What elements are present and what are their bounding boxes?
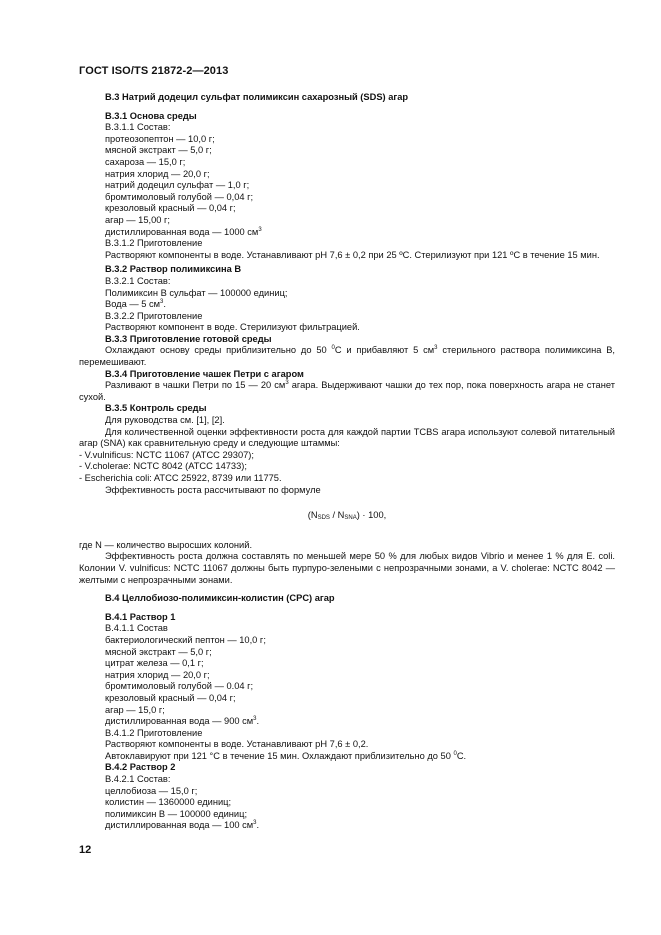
preparation-text: Растворяют компоненты в воде. Устанавливают pH 7,6 ± 0,2 при 25 ºС. Стерилизуют при 121 ºС в течение 15 мин. [105,249,600,260]
document-code: ГОСТ ISO/TS 21872-2—2013 [79,65,229,77]
text-part: стерильного раствора полимиксина В, перемешивают. [79,345,615,368]
unit-superscript: 3 [258,226,262,233]
preparation-label: В.4.1.2 Приготовление [105,727,203,738]
composition-label: В.4.1.1 Состав [105,623,168,634]
ingredient-item: натрия хлорид — 20,0 г; [105,168,210,179]
ingredient-item: полимиксин В — 100000 единиц; [105,808,248,819]
text-part: агара. Выдерживают чашки до тех пор, пока поверхность агара не станет сухой. [79,380,615,402]
text-part: С и прибавляют 5 см [334,345,435,356]
subsection-title-b3-4: В.3.4 Приготовление чашек Петри с агаром [105,368,304,379]
period: . [163,299,166,310]
page-number: 12 [79,844,92,856]
guide-reference: Для руководства см. [1], [2]. [105,415,225,426]
ingredient-item-water [79,820,615,832]
preparation-label: В.3.2.2 Приготовление [105,310,203,321]
ingredient-item: агар — 15,0 г; [105,704,165,715]
unit-superscript: 3 [160,299,164,305]
text-part: Разливают в чашки Петри по 15 — 20 см [105,380,286,391]
subsection-title-b3-1: В.3.1 Основа среды [105,110,197,121]
ingredient-item: бактериологический пептон — 10,0 г; [105,634,266,645]
ingredient-item: натрий додецил сульфат — 1,0 г; [105,180,250,191]
composition-label: В.3.1.1 Состав: [105,122,171,133]
water-text: Вода — 5 см [105,299,161,310]
formula-part: (N [307,510,318,521]
degree-superscript: 0 [331,345,335,352]
ingredient-item-water [79,716,615,728]
ingredient-item: мясной экстракт — 5,0 г; [105,145,212,156]
page-content [79,92,615,832]
subsection-title-b4-1: В.4.1 Раствор 1 [105,611,176,622]
section-title-b4: В.4 Целлобиозо-полимиксин-колистин (CPC) агар [105,593,335,604]
subsection-title-b4-2: В.4.2 Раствор 2 [105,762,176,773]
control-text: Для количественной оценки эффективности роста для каждой партии TCBS агара используют солевой питательный агар (SNA) как сравнительную среду и следующие штаммы: [79,426,615,449]
preparation-text [79,345,615,368]
ingredient-item: Полимиксин В сульфат — 100000 единиц; [105,287,288,298]
subsection-title-b3-3: В.3.3 Приготовление готовой среды [105,333,272,344]
subsection-title-b3-5: В.3.5 Контроль среды [105,403,207,414]
ingredient-item: бромтимоловый голубой — 0,04 г; [105,191,254,202]
ingredient-item: крезоловый красный — 0,04 г; [105,203,236,214]
strain-item: - V.vulnificus: NCTC 11067 (ATCC 29307); [79,449,254,460]
ingredient-item: целлобиоза — 15,0 г; [105,785,198,796]
text-part: Охлаждают основу среды приблизительно до 50 [105,345,332,356]
formula-part: / N [329,510,345,521]
period: . [256,716,260,727]
section-title-b3: В.3 Натрий додецил сульфат полимиксин сахарозный (SDS) агар [105,92,409,102]
ingredient-item: крезоловый красный — 0,04 г; [105,692,236,703]
water-text: дистиллированная вода — 1000 см [105,226,259,237]
formula-part: ) · 100, [356,510,387,521]
ingredient-item-water [79,227,615,239]
ingredient-item: бромтимоловый голубой — 0.04 г; [105,681,254,692]
formula-subscript: SNA [344,515,357,522]
preparation-text [79,380,615,403]
unit-superscript: 3 [434,345,438,352]
composition-label: В.4.2.1 Состав: [105,774,171,785]
water-text: дистиллированная вода — 100 см [105,820,254,831]
ingredient-item: сахароза — 15,0 г; [105,156,186,167]
ingredient-item: протеозопептон — 10,0 г; [105,133,215,144]
ingredient-item: цитрат железа — 0,1 г; [105,658,204,669]
preparation-text: Растворяют компоненты в воде. Устанавливают pH 7,6 ± 0,2. [105,739,369,750]
text-part: С. [456,750,467,761]
water-text: дистиллированная вода — 900 см [105,716,254,727]
formula-where: где N — количество выросших колоний. [79,539,253,550]
preparation-text: Растворяют компонент в воде. Стерилизуют фильтрацией. [105,322,360,333]
preparation-text [79,751,615,763]
text-part: Автоклавируют при 121 °С в течение 15 мин. Охлаждают приблизительно до 50 [105,750,454,761]
ingredient-item: колистин — 1360000 единиц; [105,797,232,808]
preparation-label: В.3.1.2 Приготовление [105,238,203,249]
period: . [256,820,260,831]
unit-superscript: 3 [253,820,257,827]
formula-subscript: SDS [317,515,330,522]
subsection-title-b3-2: В.3.2 Раствор полимиксина В [105,264,242,275]
growth-formula [79,510,615,522]
unit-superscript: 3 [253,716,257,722]
ingredient-item: мясной экстракт — 5,0 г; [105,646,212,657]
strain-item: - Escherichia coli: ATCC 25922, 8739 или 11775. [79,473,282,483]
ingredient-item: агар — 15,00 г; [105,214,170,225]
composition-label: В.3.2.1 Состав: [105,275,171,286]
degree-superscript: 0 [453,750,457,757]
ingredient-item: натрия хлорид — 20,0 г; [105,669,210,680]
unit-superscript: 3 [285,380,289,387]
result-text: Эффективность роста должна составлять по меньшей мере 50 % для любых видов Vibrio и менее 1 % для E. coli. Колонии V. vulnificus: NCTC 11067 должны быть пурпуро-зелеными с непрозрачными зонами, а V. cholerae: NCTC 8042 — желтыми с непрозрачными зонами. [79,551,615,585]
ingredient-item-water [79,299,615,311]
formula-intro: Эффективность роста рассчитывают по формуле [105,484,321,495]
strain-item: - V.cholerae: NCTC 8042 (ATCC 14733); [79,461,247,472]
